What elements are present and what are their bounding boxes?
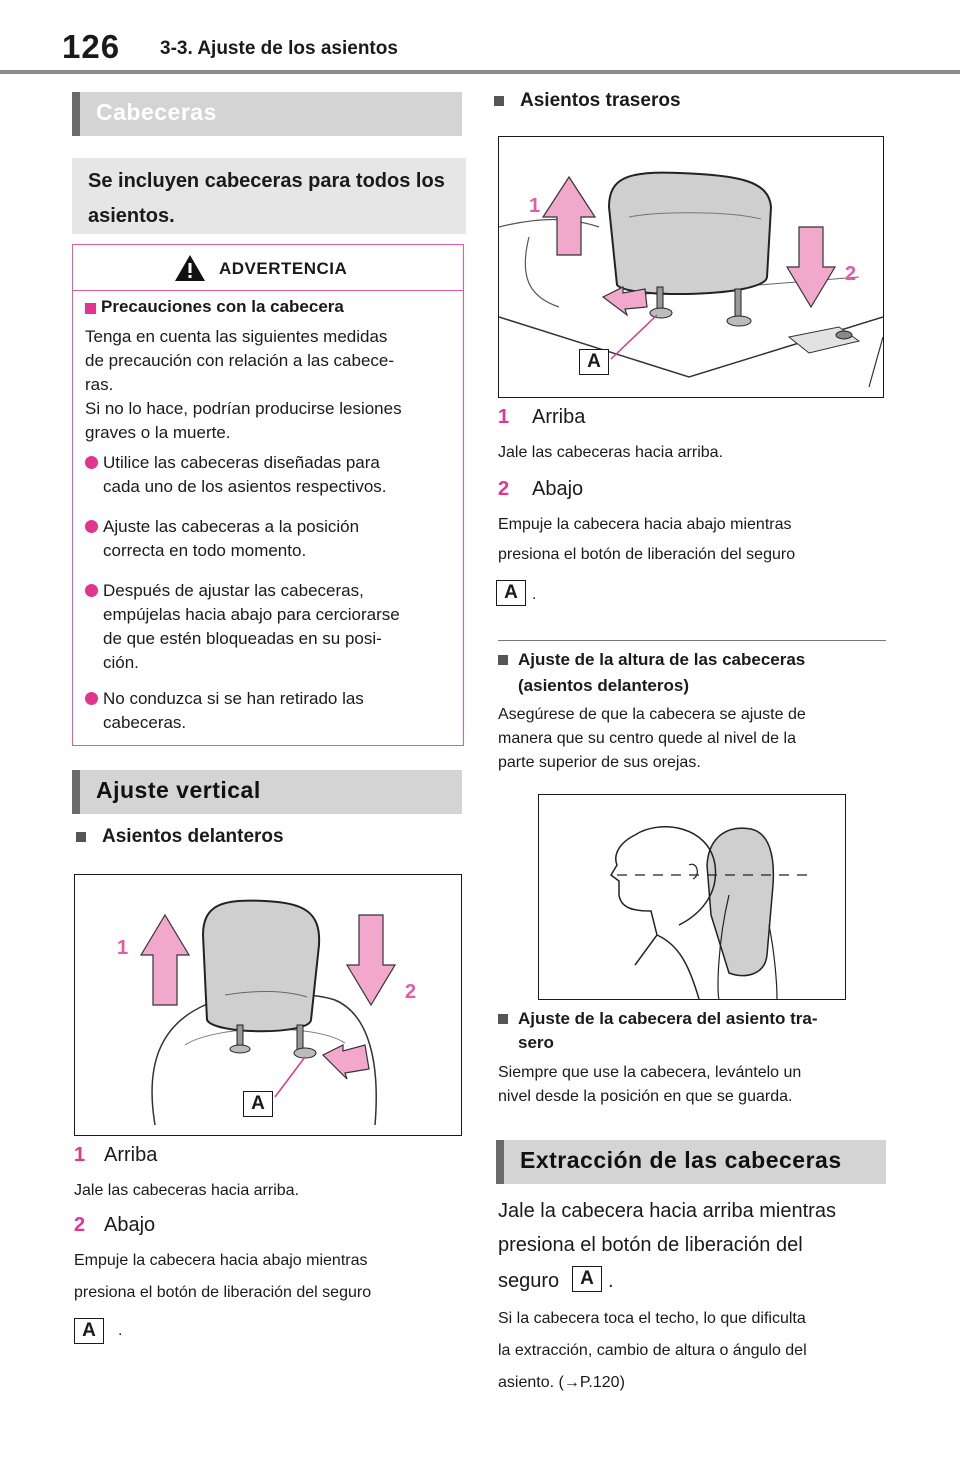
warning-bullet-line: Después de ajustar las cabeceras, xyxy=(103,581,364,600)
period: . xyxy=(532,586,537,603)
note-text: la extracción, cambio de altura o ángulo del xyxy=(498,1342,807,1359)
note-reference xyxy=(498,1374,625,1392)
figure-label-1: 1 xyxy=(529,195,541,217)
divider xyxy=(498,640,886,641)
note-text: asiento. ( xyxy=(498,1374,564,1391)
intro-box xyxy=(72,158,466,234)
warning-bullet-line: de que estén bloqueadas en su posi- xyxy=(103,629,382,648)
figure-label-2: 2 xyxy=(405,981,417,1003)
square-bullet-icon xyxy=(498,655,508,665)
subsection-title-rear-headrest: sero xyxy=(518,1033,554,1052)
figure-label-a-inline: A xyxy=(496,580,526,606)
step-description: presiona el botón de liberación del seguro xyxy=(498,546,796,563)
step-description: presiona el botón de liberación del seguro xyxy=(74,1284,372,1301)
subsection-title-height: (asientos delanteros) xyxy=(518,676,689,695)
warning-title: ADVERTENCIA xyxy=(219,259,348,278)
rear-headrest-text: nivel desde la posición en que se guarda. xyxy=(498,1088,793,1105)
step-number: 2 xyxy=(74,1214,86,1236)
warning-bullet-line: cada uno de los asientos respectivos. xyxy=(103,477,387,496)
subsection-title-front: Asientos delanteros xyxy=(102,826,284,847)
page-number: 126 xyxy=(62,28,121,65)
rear-headrest-figure xyxy=(498,136,884,398)
round-bullet-icon xyxy=(85,456,98,469)
height-text: Asegúrese de que la cabecera se ajuste de xyxy=(498,706,806,723)
chapter-title: 3-3. Ajuste de los asientos xyxy=(160,38,398,59)
figure-label-a-inline: A xyxy=(74,1318,104,1344)
step-label: Abajo xyxy=(532,478,584,500)
step-description: Empuje la cabecera hacia abajo mientras xyxy=(498,516,792,533)
rear-headrest-text: Siempre que use la cabecera, levántelo un xyxy=(498,1064,802,1081)
warning-bullet-line: cabeceras. xyxy=(103,713,187,732)
step-label: Arriba xyxy=(104,1144,158,1166)
figure-label-a: A xyxy=(579,349,609,375)
warning-text-line: Tenga en cuenta las siguientes medidas xyxy=(85,327,388,346)
round-bullet-icon xyxy=(85,520,98,533)
warning-text-line: de precaución con relación a las cabece- xyxy=(85,351,395,370)
figure-label-a-inline: A xyxy=(572,1266,602,1292)
note-text: Si la cabecera toca el techo, lo que dificulta xyxy=(498,1310,806,1327)
period: . xyxy=(608,1270,614,1292)
height-text: manera que su centro quede al nivel de la xyxy=(498,730,796,747)
warning-bullet-line: empújelas hacia abajo para cerciorarse xyxy=(103,605,400,624)
square-bullet-icon xyxy=(494,96,504,106)
square-bullet-icon xyxy=(76,832,86,842)
period: . xyxy=(118,1322,123,1339)
warning-text-line: Si no lo hace, podrían producirse lesiones xyxy=(85,399,402,418)
warning-subtitle: Precauciones con la cabecera xyxy=(101,297,344,316)
section-heading-cabeceras xyxy=(72,92,462,136)
section-title: Cabeceras xyxy=(96,99,217,125)
arrow-right-icon: → xyxy=(563,1374,580,1391)
removal-text: Jale la cabecera hacia arriba mientras xyxy=(498,1200,836,1222)
head-height-figure xyxy=(538,794,846,1000)
head-height-illustration xyxy=(539,795,845,999)
warning-text-line: ras. xyxy=(85,375,114,394)
section-title: Ajuste vertical xyxy=(96,777,261,803)
step-label: Abajo xyxy=(104,1214,156,1236)
step-number: 1 xyxy=(498,406,510,428)
front-headrest-figure xyxy=(74,874,462,1136)
subsection-title-height: Ajuste de la altura de las cabeceras xyxy=(518,650,806,669)
warning-bullet-line: ción. xyxy=(103,653,139,672)
warning-bullet-line: correcta en todo momento. xyxy=(103,541,307,560)
round-bullet-icon xyxy=(85,692,98,705)
warning-bullet-line: Utilice las cabeceras diseñadas para xyxy=(103,453,380,472)
square-bullet-icon xyxy=(498,1014,508,1024)
height-text: parte superior de sus orejas. xyxy=(498,754,701,771)
figure-label-1: 1 xyxy=(117,937,129,959)
subsection-title-rear: Asientos traseros xyxy=(520,90,681,111)
figure-label-2: 2 xyxy=(845,263,857,285)
section-title: Extracción de las cabeceras xyxy=(520,1147,842,1173)
rear-headrest-illustration xyxy=(499,137,883,397)
removal-text: seguro xyxy=(498,1270,560,1292)
intro-text: Se incluyen cabeceras para todos los asientos. xyxy=(88,170,445,227)
round-bullet-icon xyxy=(85,584,98,597)
header-rule xyxy=(0,70,960,74)
section-heading-ajuste-vertical xyxy=(72,770,462,814)
step-description: Empuje la cabecera hacia abajo mientras xyxy=(74,1252,368,1269)
subsection-title-rear-headrest: Ajuste de la cabecera del asiento tra- xyxy=(518,1009,818,1028)
section-heading-extraccion xyxy=(496,1140,886,1184)
warning-icon xyxy=(173,253,207,283)
step-number: 2 xyxy=(498,478,510,500)
removal-text: presiona el botón de liberación del xyxy=(498,1234,803,1256)
step-description: Jale las cabeceras hacia arriba. xyxy=(498,444,724,461)
warning-header xyxy=(73,245,463,291)
warning-text-line: graves o la muerte. xyxy=(85,423,231,442)
page-reference-link[interactable]: P.120) xyxy=(579,1374,625,1391)
figure-label-a: A xyxy=(243,1091,273,1117)
warning-bullet-line: Ajuste las cabeceras a la posición xyxy=(103,517,360,536)
step-label: Arriba xyxy=(532,406,586,428)
step-number: 1 xyxy=(74,1144,86,1166)
warning-box xyxy=(72,244,464,746)
warning-bullet-line: No conduzca si se han retirado las xyxy=(103,689,364,708)
step-description: Jale las cabeceras hacia arriba. xyxy=(74,1182,300,1199)
square-bullet-icon xyxy=(85,303,96,314)
